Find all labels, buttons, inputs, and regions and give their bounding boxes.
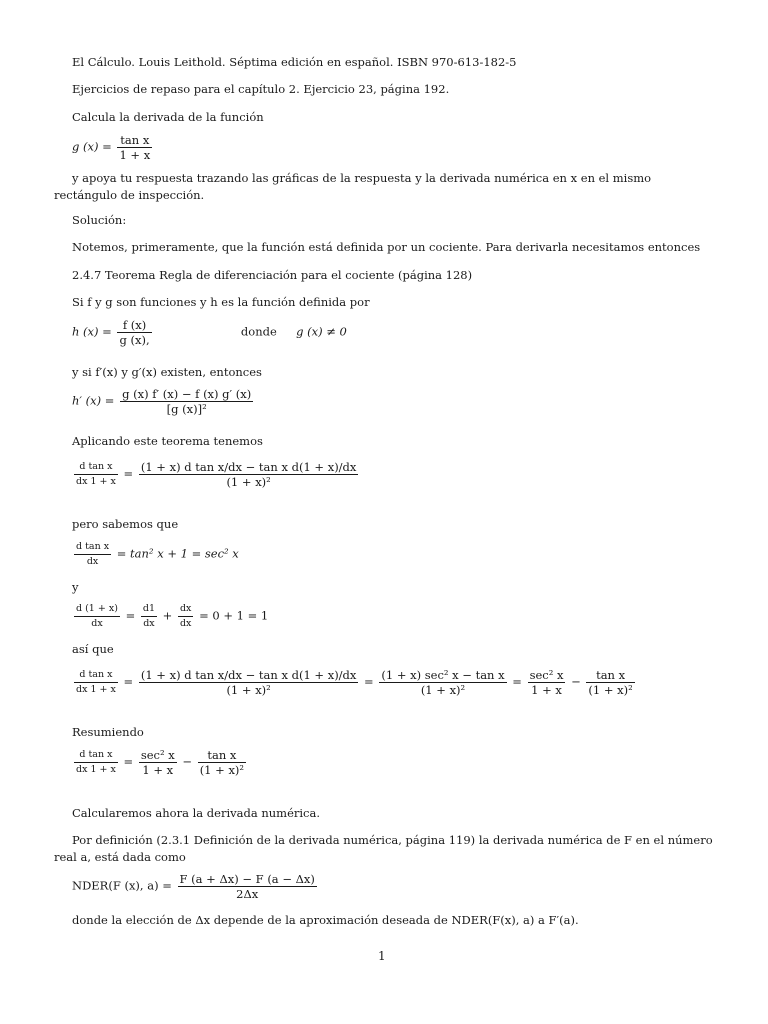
equation-h-definition: h (x) = $\frac{f (x)}{g (x),}$ donde g (x) ≠ 0: [72, 318, 347, 347]
existence-condition: y si f′(x) y g′(x) existen, entonces: [72, 365, 262, 379]
theorem-title: 2.4.7 Teorema Regla de diferenciación para el cociente (página 128): [72, 268, 473, 282]
summary-heading: Resumiendo: [72, 725, 144, 739]
page-number: 1: [378, 949, 386, 963]
equation-dtan: $\frac{\text{d tan x}}{dx}$ = tan² x + 1 = sec² x: [76, 541, 239, 567]
equation-nder: NDER(F (x), a) = $\frac{F (a + \Delta x) - F (a - \Delta x)}{2\Delta x}$: [72, 872, 315, 901]
applying-theorem: Aplicando este teorema tenemos: [72, 434, 263, 448]
delta-x-note: donde la elección de Δx depende de la aproximación deseada de NDER(F(x), a) a F′(a).: [72, 913, 579, 927]
support-paragraph: y apoya tu respuesta trazando las gráficas de la respuesta y la derivada numérica en x en el mismo rectángulo de inspección.: [54, 171, 652, 202]
therefore-text: así que: [72, 642, 114, 656]
equation-d1x: $\frac{d (1 + x)}{dx}$ = $\frac{d1}{dx}$ + $\frac{dx}{dx}$ = 0 + 1 = 1: [76, 603, 269, 629]
quotient-intro: Notemos, primeramente, que la función está definida por un cociente. Para derivarla necesitamos entonces: [72, 240, 701, 254]
equation-g-definition: g (x) = $\frac{\text{tan x}}{1 + x}$: [72, 133, 151, 162]
equation-h-prime: h′ (x) = $\frac{g (x) f' (x) - f (x) g' (x)}{\text{[g (x)]²}}$: [72, 387, 252, 416]
header-citation: El Cálculo. Louis Leithold. Séptima edición en español. ISBN 970-613-182-5: [72, 55, 517, 69]
exercise-reference: Ejercicios de repaso para el capítulo 2. Ejercicio 23, página 192.: [72, 82, 450, 96]
equation-applying: $\frac{\text{d tan x}}{dx 1 + x}$ = $\frac{\text{(1 + x) d tan x/dx − tan x d(1 + x)/dx}}{\text{(1 + x)²}}$: [76, 460, 357, 489]
equation-summary: $\frac{\text{d tan x}}{dx 1 + x}$ = $\frac{\text{sec² x}}{1 + x}$ − $\frac{\text{tan x}}{\text{(1 + x)²}}$: [76, 748, 245, 777]
solution-heading: Solución:: [72, 213, 127, 227]
theorem-premise: Si f y g son funciones y h es la función definida por: [72, 295, 370, 309]
equation-combined: $\frac{\text{d tan x}}{dx 1 + x}$ = $\frac{\text{(1 + x) d tan x/dx − tan x d(1 + x)/dx}}{\text{(1 + x)²}}$ = $\frac{\text{(1 + x) sec² x − tan x}}{\text{(1 + x)²}}$ = $\frac{\text{sec² x}}{1 + x}$ − $\frac{\text{tan x}}{\text{(1 + x)²}}$: [76, 668, 633, 697]
numeric-derivative-definition: Por definición (2.3.1 Definición de la derivada numérica, página 119) la derivada numérica de F en el número real a, está dada como: [54, 833, 713, 864]
task-statement: Calcula la derivada de la función: [72, 110, 264, 124]
conjunction-y: y: [72, 580, 79, 594]
numeric-derivative-intro: Calcularemos ahora la derivada numérica.: [72, 806, 321, 820]
known-derivative-intro: pero sabemos que: [72, 517, 179, 531]
